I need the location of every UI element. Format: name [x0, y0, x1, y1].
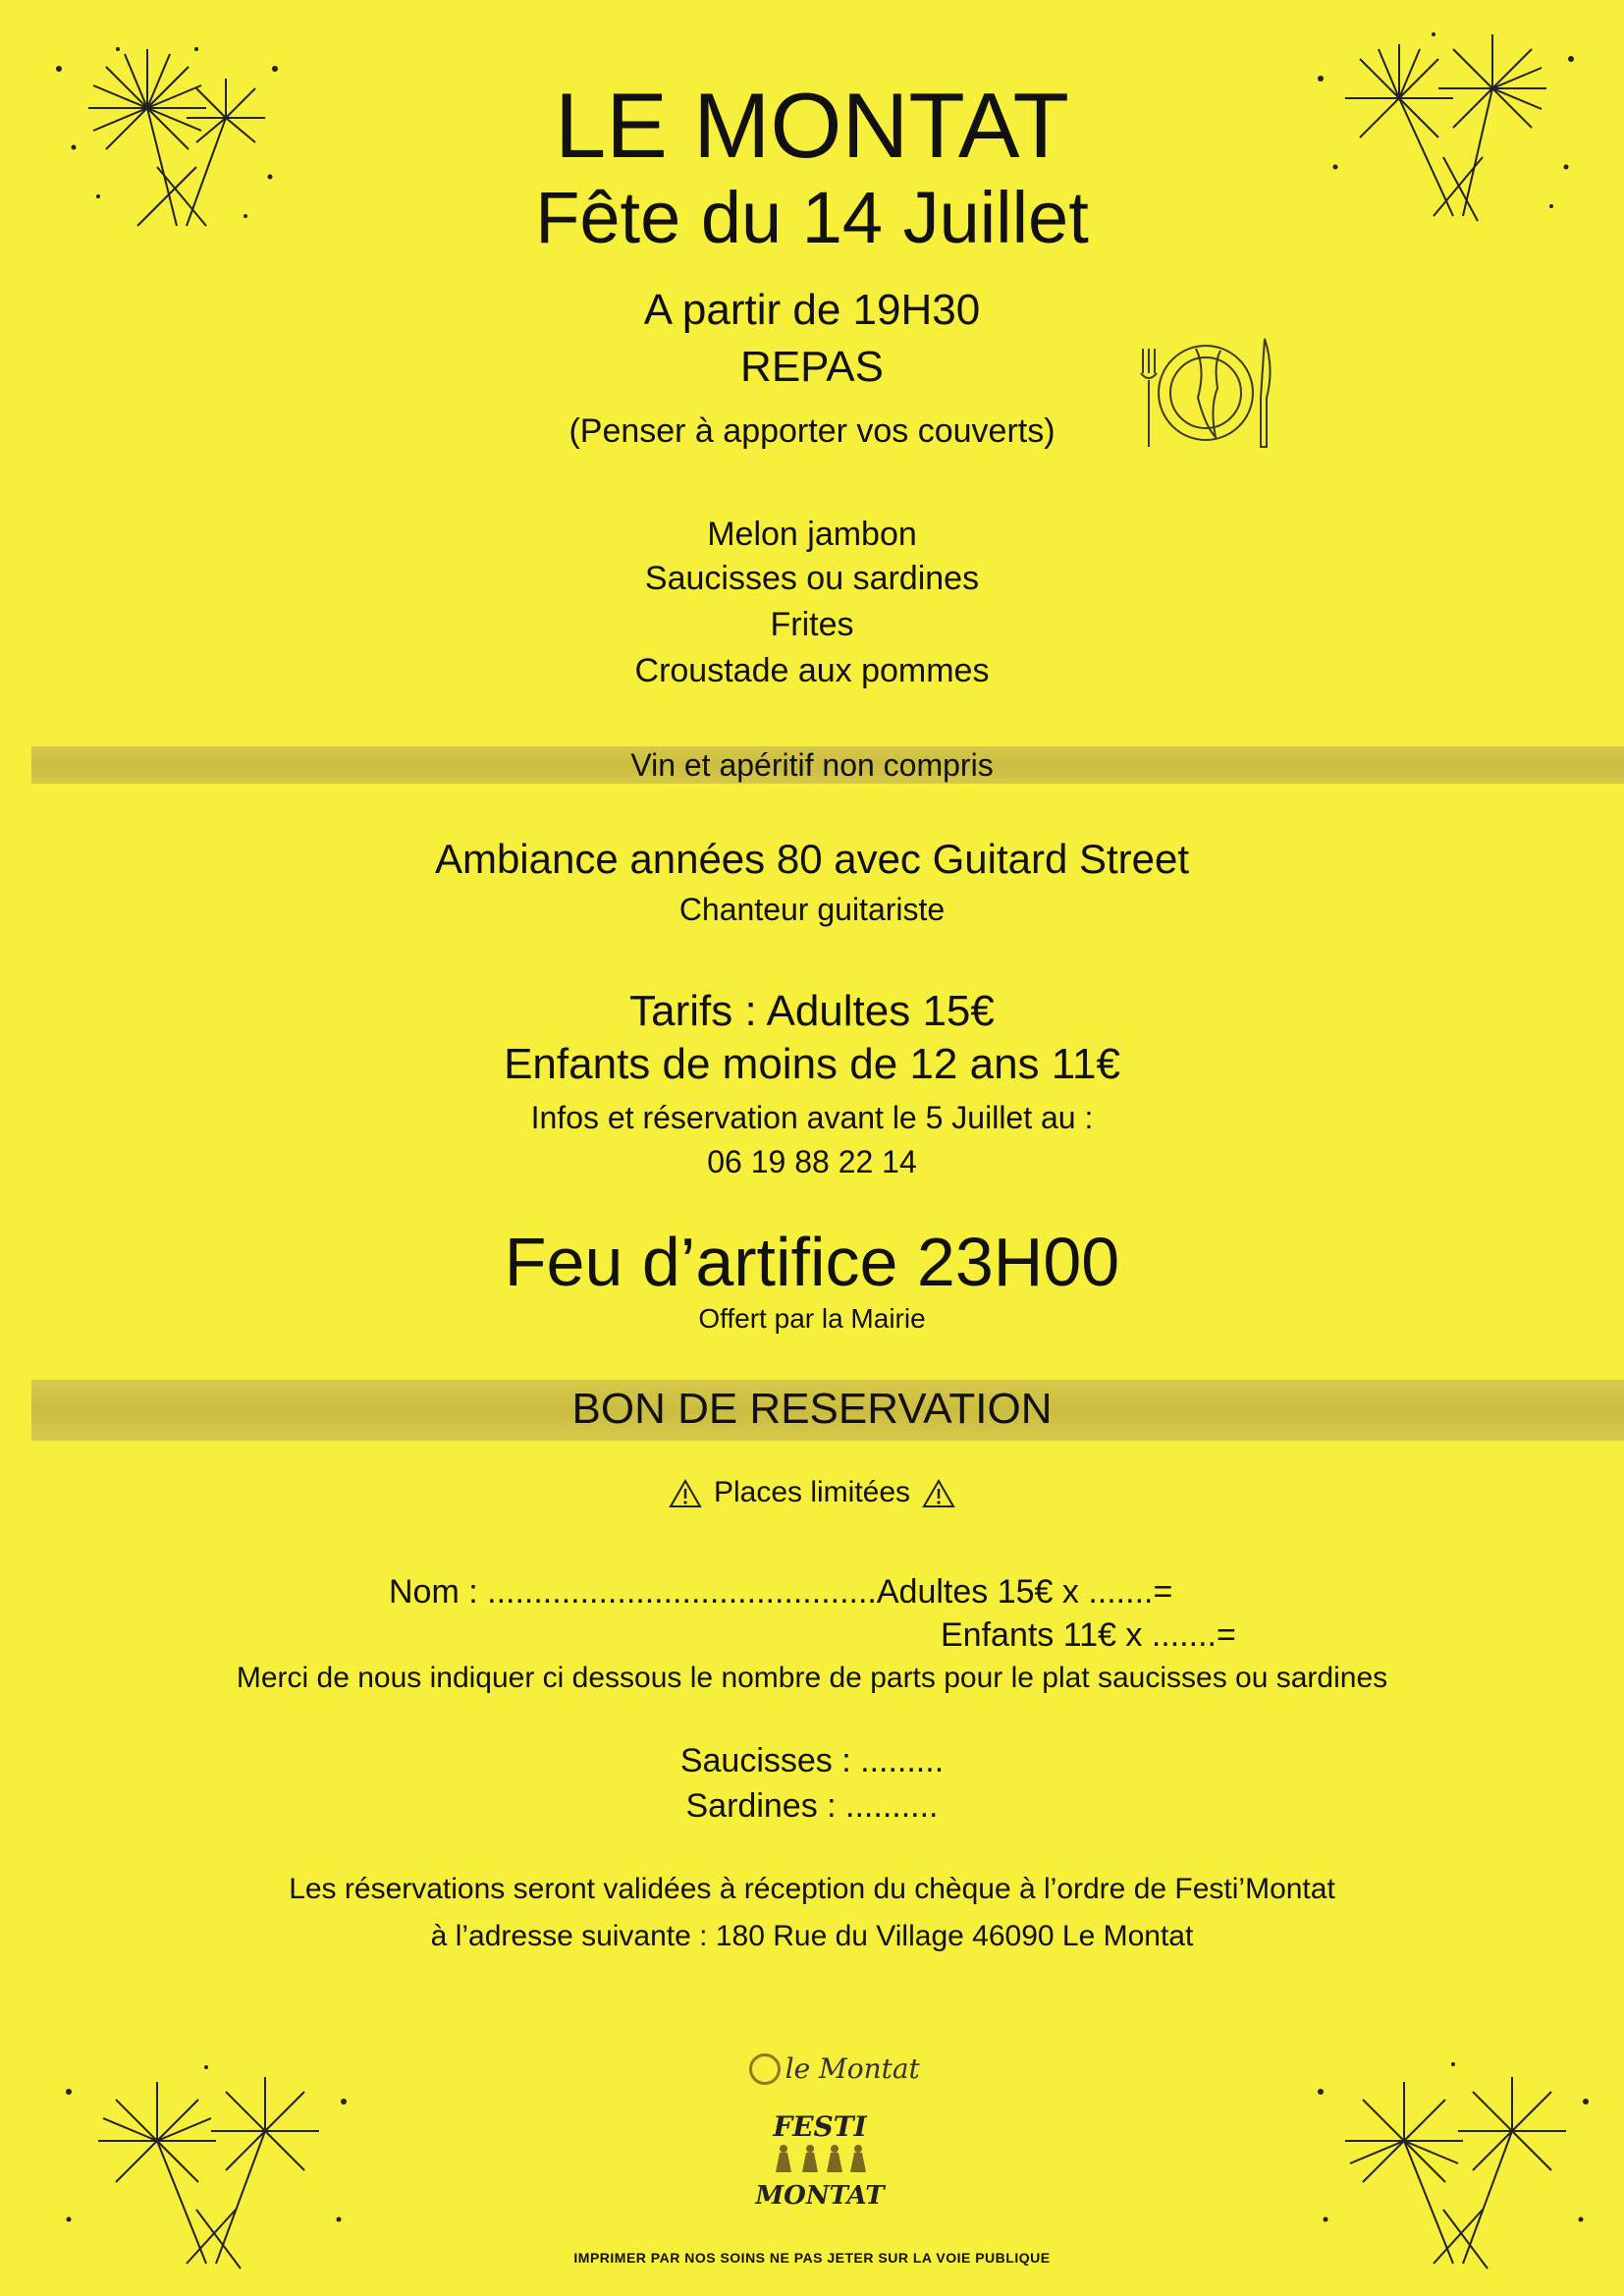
tarif-adults: Tarifs : Adultes 15€	[629, 987, 995, 1035]
validation-line: Les réservations seront validées à réception du chèque à l’ordre de Festi’Montat	[289, 1873, 1335, 1905]
warning-icon	[922, 1479, 955, 1508]
menu-item: Croustade aux pommes	[634, 652, 990, 689]
menu-item: Saucisses ou sardines	[644, 560, 980, 597]
festi-montat-logo	[746, 2111, 893, 2219]
page-subtitle: Fête du 14 Juillet	[535, 177, 1089, 258]
music-headline: Ambiance années 80 avec Guitard Street	[434, 836, 1190, 882]
menu-item: Frites	[770, 606, 854, 643]
dancers-icon	[766, 2143, 874, 2176]
enfants-field[interactable]: Enfants 11€ x .......=	[941, 1616, 1236, 1654]
phone-number: 06 19 88 22 14	[707, 1144, 917, 1179]
repas-note: (Penser à apporter vos couverts)	[568, 412, 1056, 450]
firework-bottom-left-icon	[49, 2052, 363, 2278]
firework-bottom-right-icon	[1306, 2052, 1600, 2278]
warning-icon	[669, 1479, 702, 1508]
fireworks-sub: Offert par la Mairie	[698, 1303, 926, 1334]
drinks-band-text: Vin et apéritif non compris	[630, 747, 994, 783]
saucisses-field[interactable]: Saucisses : .........	[679, 1742, 945, 1779]
montat-text: MONTAT	[755, 2181, 885, 2211]
tarif-children: Enfants de moins de 12 ans 11€	[504, 1040, 1120, 1088]
festi-text: FESTI	[773, 2110, 867, 2143]
instruction-text: Merci de nous indiquer ci dessous le nombre de parts pour le plat saucisses ou sardines	[236, 1662, 1388, 1694]
logo-swirl-icon	[749, 2053, 781, 2085]
page-title: LE MONTAT	[555, 74, 1069, 177]
reservation-title: BON DE RESERVATION	[571, 1385, 1053, 1433]
repas-time: A partir de 19H30	[643, 286, 981, 334]
reservation-info: Infos et réservation avant le 5 Juillet au :	[530, 1100, 1094, 1135]
repas-label: REPAS	[740, 343, 884, 391]
disclaimer: IMPRIMER PAR NOS SOINS NE PAS JETER SUR LA VOIE PUBLIQUE	[573, 2250, 1051, 2266]
sardines-field[interactable]: Sardines : ..........	[685, 1787, 939, 1825]
plate-cutlery-icon	[1127, 329, 1284, 457]
menu-item: Melon jambon	[707, 516, 917, 553]
le-montat-logo	[746, 2052, 923, 2092]
places-limitees-row	[0, 1473, 1624, 1512]
address-line: à l’adresse suivante : 180 Rue du Village 46090 Le Montat	[430, 1920, 1194, 1952]
fireworks-headline: Feu d’artifice 23H00	[504, 1224, 1120, 1300]
music-sub: Chanteur guitariste	[678, 892, 946, 927]
logo-text: le Montat	[785, 2052, 920, 2085]
nom-adultes-field[interactable]: Nom : ..........................................Adultes 15€ x .......=	[389, 1573, 1173, 1611]
places-limitees: Places limitées	[713, 1476, 911, 1508]
